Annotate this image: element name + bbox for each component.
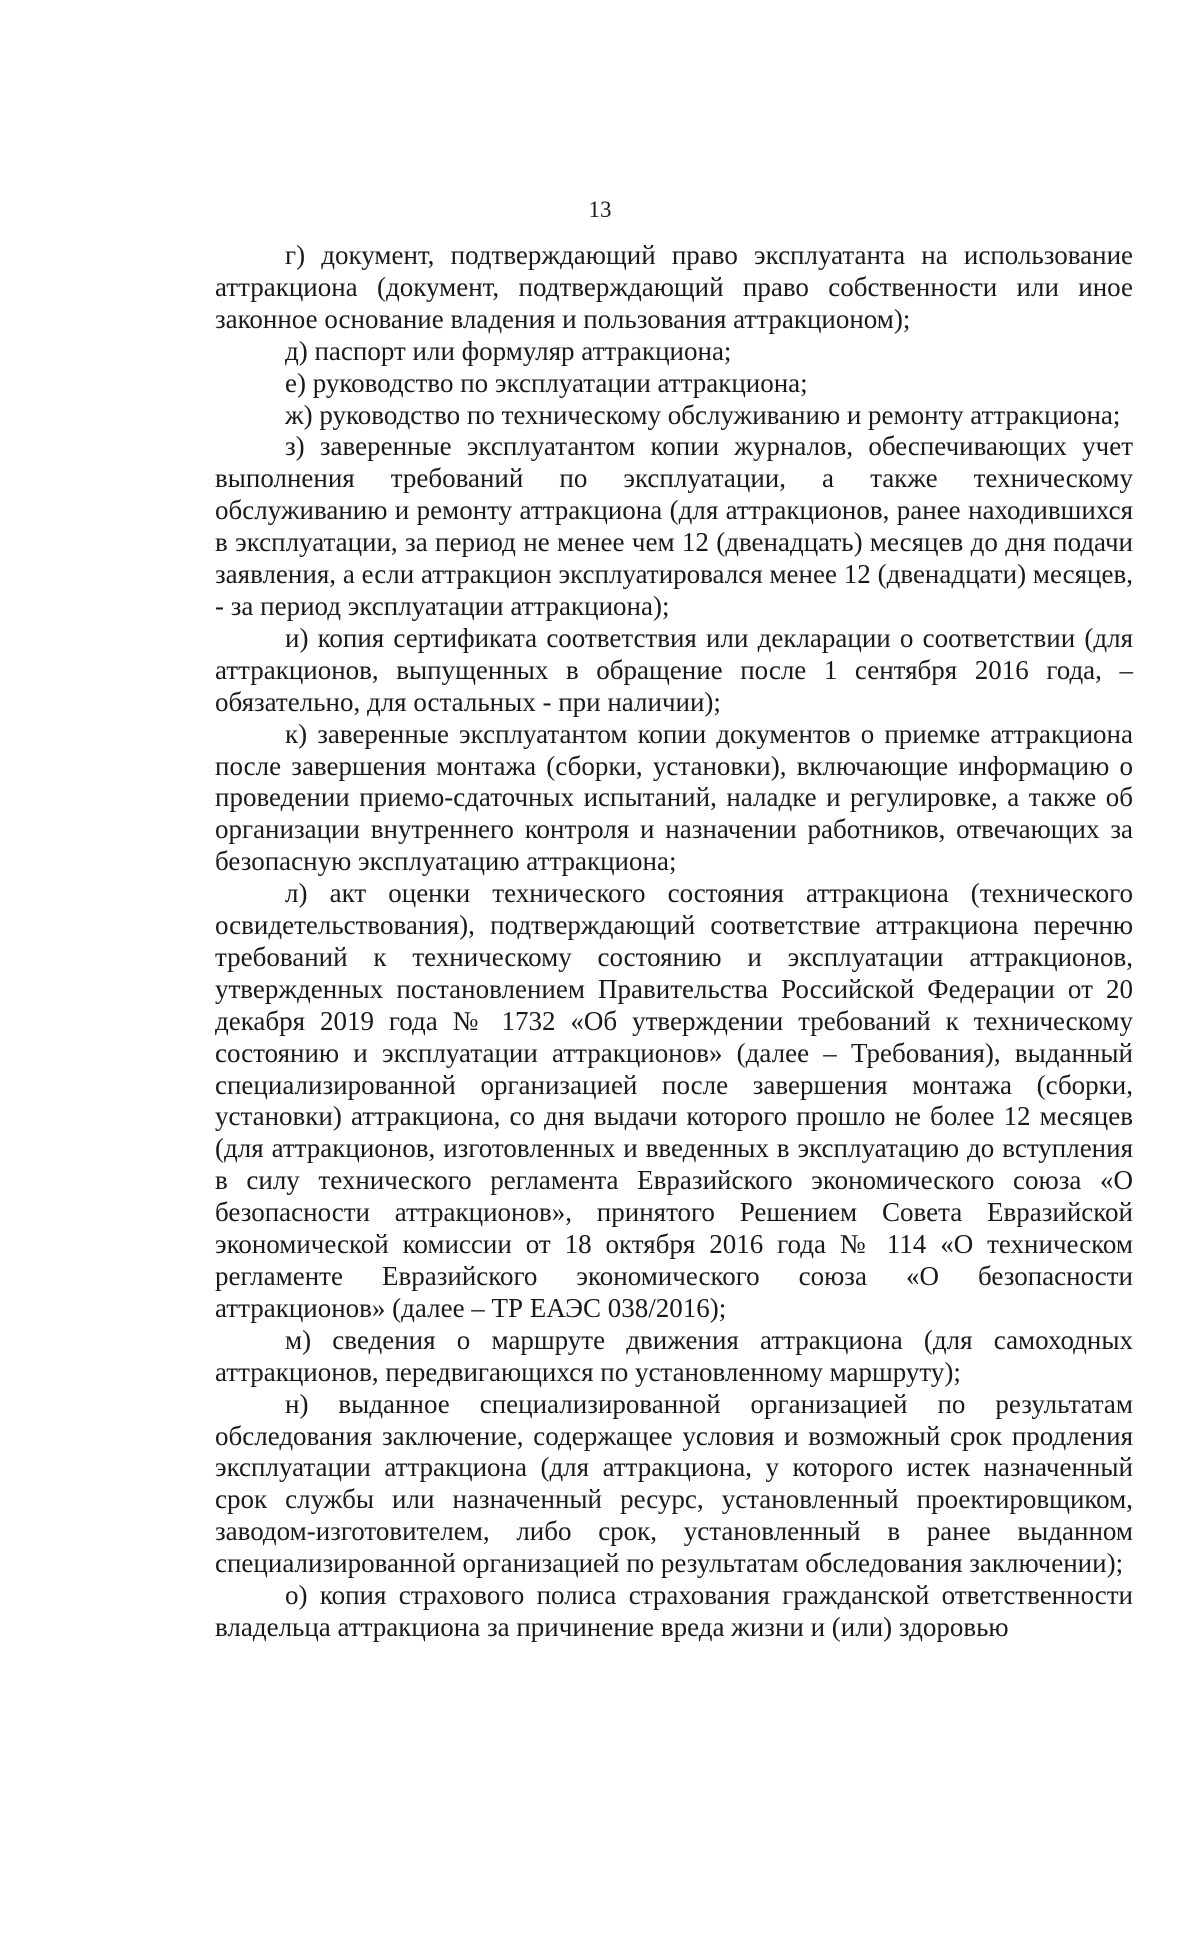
paragraph-zh: ж) руководство по техническому обслуживанию и ремонту аттракциона; — [285, 399, 1121, 430]
paragraph-k: к) заверенные эксплуатантом копии документов о приемке аттракциона после завершения монтажа (сборки, установки), включающие информацию о проведении приемо-сдаточных испытаний, наладке и регулировке, а также об организации внутреннего контроля и назначении работников, отвечающих за безопасную эксплуатацию аттракциона; — [215, 718, 1133, 877]
document-body — [215, 240, 1133, 1644]
paragraph-i: и) копия сертификата соответствия или декларации о соответствии (для аттракционов, выпущенных в обращение после 1 сентября 2016 года, – обязательно, для остальных - при наличии); — [215, 622, 1133, 717]
paragraph-z: з) заверенные эксплуатантом копии журналов, обеспечивающих учет выполнения требований по эксплуатации, а также техническому обслуживанию и ремонту аттракциона (для аттракционов, ранее находившихся в эксплуатации, за период не менее чем 12 (двенадцать) месяцев до дня подачи заявления, а если аттракцион эксплуатировался менее 12 (двенадцати) месяцев, - за период эксплуатации аттракциона); — [215, 431, 1133, 621]
paragraph-n: н) выданное специализированной организацией по результатам обследования заключение, содержащее условия и возможный срок продления эксплуатации аттракциона (для аттракциона, у которого истек назначенный срок службы или назначенный ресурс, установленный проектировщиком, заводом-изготовителем, либо срок, установленный в ранее выданном специализированной организацией по результатам обследования заключении); — [215, 1388, 1133, 1579]
page-number: 13 — [588, 197, 612, 222]
paragraph-l: л) акт оценки технического состояния аттракциона (технического освидетельствования), подтверждающий соответствие аттракциона перечню требований к техническому состоянию и эксплуатации аттракционов, утвержденных постановлением Правительства Российской Федерации от 20 декабря 2019 года № 1732 «Об утверждении требований к техническому состоянию и эксплуатации аттракционов» (далее – Требования), выданный специализированной организацией после завершения монтажа (сборки, установки) аттракциона, со дня выдачи которого прошло не более 12 месяцев (для аттракционов, изготовленных и введенных в эксплуатацию до вступления в силу технического регламента Евразийского экономического союза «О безопасности аттракционов», принятого Решением Совета Евразийской экономической комиссии от 18 октября 2016 года № 114 «О техническом регламенте Евразийского экономического союза «О безопасности аттракционов» (далее – ТР ЕАЭС 038/2016); — [215, 878, 1133, 1323]
paragraph-e: е) руководство по эксплуатации аттракциона; — [285, 367, 808, 398]
paragraph-d: д) паспорт или формуляр аттракциона; — [285, 335, 732, 366]
paragraph-g: г) документ, подтверждающий право эксплуатанта на использование аттракциона (документ, подтверждающий право собственности или иное законное основание владения и пользования аттракционом); — [215, 240, 1133, 334]
paragraph-o: о) копия страхового полиса страхования гражданской ответственности владельца аттракциона за причинение вреда жизни и (или) здоровью — [215, 1580, 1133, 1642]
paragraph-m: м) сведения о маршруте движения аттракциона (для самоходных аттракционов, передвигающихся по установленному маршруту); — [215, 1324, 1133, 1387]
